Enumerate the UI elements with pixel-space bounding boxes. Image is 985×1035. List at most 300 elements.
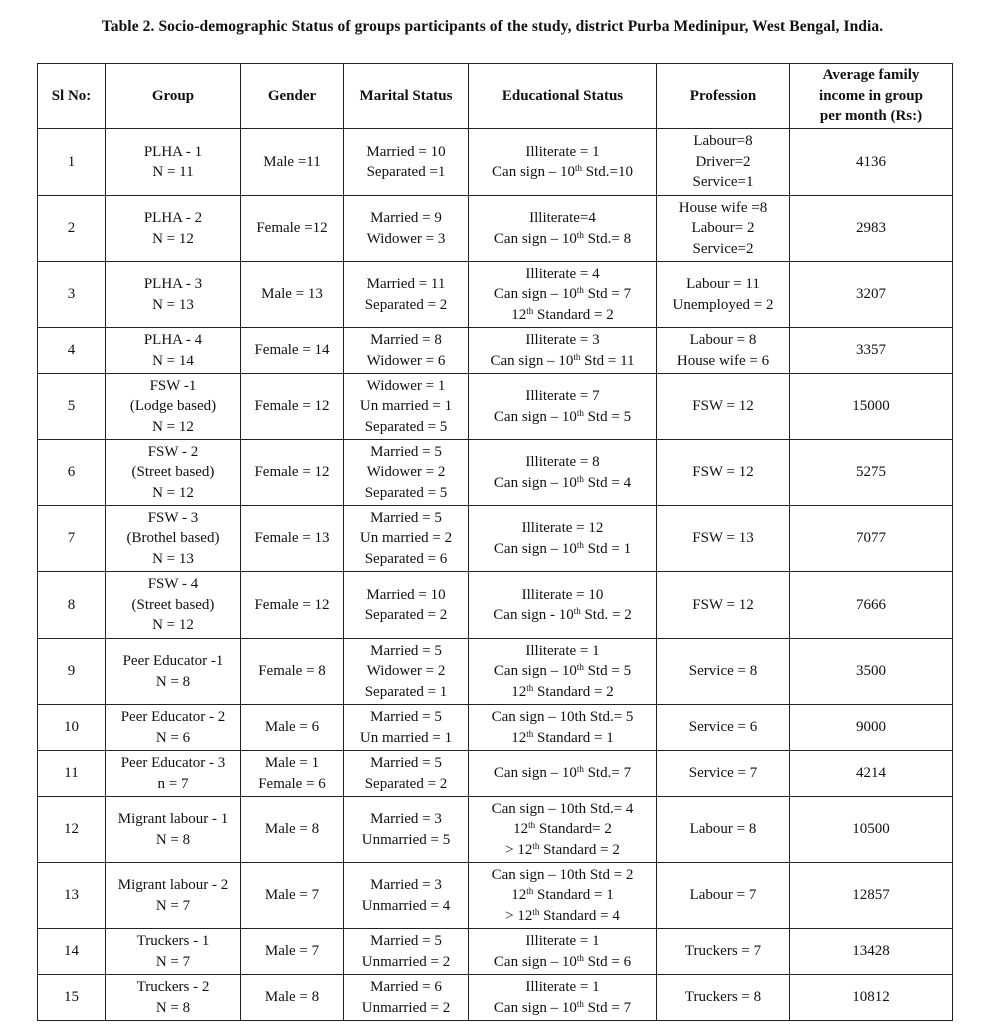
cell-marital-status <box>344 929 469 975</box>
cell-sl-no-line: 15 <box>64 989 79 1006</box>
cell-marital-status <box>344 639 469 705</box>
cell-income <box>790 751 953 797</box>
cell-marital-status-line: Un married = 1 <box>359 398 453 415</box>
cell-profession <box>657 328 790 374</box>
cell-educational-status-line: Can sign – 10th Std = 7 <box>493 285 632 303</box>
cell-gender <box>241 196 344 262</box>
cell-sl-no <box>38 929 106 975</box>
cell-gender <box>241 975 344 1021</box>
cell-marital-status-line: Widower = 3 <box>366 230 446 247</box>
header-marital-status <box>344 64 469 129</box>
cell-group-line: Peer Educator - 3 <box>120 755 226 771</box>
cell-group-line: FSW - 3 <box>147 509 199 526</box>
cell-group-line: FSW -1 <box>149 377 197 394</box>
cell-gender-line: Female = 12 <box>254 398 330 415</box>
header-sl-no-line: Sl No: <box>51 87 92 104</box>
cell-gender-line: Male = 8 <box>264 989 320 1006</box>
cell-marital-status-line: Separated = 6 <box>364 550 448 567</box>
cell-group-line: (Street based) <box>131 464 215 481</box>
cell-income <box>790 506 953 572</box>
cell-gender <box>241 506 344 572</box>
cell-gender-line: Female = 12 <box>254 596 330 613</box>
cell-profession-line: Service=2 <box>692 240 754 257</box>
cell-gender-line: Male = 7 <box>264 943 320 960</box>
cell-educational-status <box>469 129 657 196</box>
cell-sl-no-line: 7 <box>67 530 76 547</box>
cell-group-line: N = 6 <box>155 729 191 746</box>
cell-educational-status-line: Can sign – 10th Std.= 4 <box>491 800 634 817</box>
cell-educational-status-line: Can sign – 10th Std = 5 <box>493 407 632 425</box>
cell-sl-no <box>38 374 106 440</box>
cell-educational-status-line: Illiterate = 10 <box>521 586 604 603</box>
cell-marital-status <box>344 797 469 863</box>
cell-profession <box>657 506 790 572</box>
cell-gender-line: Male =11 <box>263 153 321 170</box>
cell-group-line: N = 11 <box>152 164 194 180</box>
cell-income <box>790 797 953 863</box>
cell-profession <box>657 797 790 863</box>
header-profession-line: Profession <box>689 87 757 104</box>
cell-sl-no-line: 9 <box>67 663 76 680</box>
cell-sl-no-line: 5 <box>67 398 76 415</box>
cell-educational-status <box>469 572 657 639</box>
cell-group <box>106 797 241 863</box>
cell-group-line: (Brothel based) <box>126 530 220 547</box>
cell-sl-no-line: 8 <box>67 596 76 613</box>
cell-profession <box>657 572 790 639</box>
cell-marital-status-line: Married = 11 <box>366 276 446 292</box>
cell-sl-no-line: 11 <box>64 765 79 782</box>
cell-group-line: n = 7 <box>157 775 189 792</box>
table-row <box>38 196 953 262</box>
cell-educational-status-line: Illiterate = 3 <box>525 332 600 348</box>
cell-sl-no <box>38 572 106 639</box>
cell-sl-no-line: 1 <box>67 153 76 170</box>
cell-educational-status <box>469 639 657 705</box>
cell-income-line: 4136 <box>856 153 886 170</box>
cell-marital-status-line: Widower = 2 <box>366 464 446 481</box>
cell-gender <box>241 639 344 705</box>
cell-educational-status-line: Illiterate = 12 <box>521 520 604 536</box>
cell-profession <box>657 196 790 262</box>
cell-gender <box>241 572 344 639</box>
cell-sl-no <box>38 129 106 196</box>
cell-sl-no-line: 4 <box>67 342 76 359</box>
cell-group <box>106 440 241 506</box>
cell-educational-status-line: Can sign – 10th Std = 11 <box>490 351 635 369</box>
cell-income <box>790 975 953 1021</box>
cell-marital-status-line: Widower = 6 <box>366 352 446 369</box>
table-row <box>38 929 953 975</box>
cell-marital-status <box>344 705 469 751</box>
cell-profession <box>657 975 790 1021</box>
cell-marital-status-line: Married = 5 <box>370 755 442 771</box>
header-group-line: Group <box>151 87 195 104</box>
cell-educational-status-line: Can sign - 10th Std. = 2 <box>493 606 632 623</box>
cell-marital-status-line: Widower = 2 <box>366 663 446 680</box>
cell-gender <box>241 751 344 797</box>
cell-sl-no <box>38 262 106 328</box>
cell-marital-status <box>344 440 469 506</box>
cell-marital-status-line: Married = 5 <box>370 443 442 460</box>
cell-profession-line: Truckers = 8 <box>684 989 762 1006</box>
cell-educational-status-line: 12th Standard = 2 <box>511 305 614 323</box>
cell-marital-status-line: Married = 3 <box>370 877 442 893</box>
cell-educational-status-line: 12th Standard = 1 <box>511 886 614 904</box>
cell-educational-status <box>469 975 657 1021</box>
cell-group-line: Truckers - 1 <box>136 933 210 949</box>
cell-sl-no-line: 13 <box>64 887 79 904</box>
cell-group <box>106 975 241 1021</box>
cell-marital-status-line: Married = 5 <box>370 709 442 725</box>
cell-group <box>106 705 241 751</box>
cell-income <box>790 705 953 751</box>
cell-gender <box>241 705 344 751</box>
cell-profession-line: Driver=2 <box>695 153 751 170</box>
cell-profession-line: Truckers = 7 <box>684 943 762 960</box>
cell-profession-line: Labour = 8 <box>689 332 757 348</box>
table-row <box>38 374 953 440</box>
cell-gender-line: Male = 1 <box>264 755 320 771</box>
cell-profession-line: Labour=8 <box>693 133 753 150</box>
cell-gender <box>241 863 344 929</box>
cell-sl-no <box>38 440 106 506</box>
cell-educational-status <box>469 751 657 797</box>
table-header <box>38 64 953 129</box>
cell-group-line: FSW - 4 <box>147 576 199 593</box>
cell-educational-status <box>469 440 657 506</box>
cell-marital-status-line: Un married = 2 <box>359 530 453 547</box>
cell-group-line: N = 12 <box>152 418 194 435</box>
cell-gender-line: Female = 6 <box>258 775 326 792</box>
cell-sl-no <box>38 639 106 705</box>
table-row <box>38 572 953 639</box>
cell-gender <box>241 328 344 374</box>
socio-demographic-table <box>37 63 953 1021</box>
cell-educational-status-line: 12th Standard = 2 <box>511 682 614 700</box>
cell-marital-status <box>344 572 469 639</box>
table-row <box>38 506 953 572</box>
cell-educational-status-line: Can sign – 10th Std = 1 <box>493 539 632 557</box>
cell-profession-line: Labour= 2 <box>691 220 755 237</box>
table-row <box>38 975 953 1021</box>
cell-profession <box>657 440 790 506</box>
cell-sl-no <box>38 328 106 374</box>
cell-income <box>790 863 953 929</box>
cell-profession <box>657 262 790 328</box>
cell-income-line: 10812 <box>852 989 890 1006</box>
cell-gender <box>241 129 344 196</box>
cell-marital-status <box>344 751 469 797</box>
cell-group-line: N = 8 <box>155 673 191 690</box>
cell-profession-line: FSW = 12 <box>692 596 754 613</box>
cell-sl-no-line: 10 <box>64 719 79 736</box>
cell-marital-status <box>344 863 469 929</box>
cell-sl-no <box>38 506 106 572</box>
cell-income-line: 13428 <box>852 943 890 960</box>
cell-gender <box>241 929 344 975</box>
cell-gender-line: Male = 7 <box>264 887 320 904</box>
cell-marital-status <box>344 975 469 1021</box>
cell-marital-status-line: Married = 10 <box>366 143 446 160</box>
cell-educational-status-line: Illiterate = 8 <box>525 454 600 470</box>
cell-gender-line: Male = 6 <box>264 719 320 736</box>
cell-profession-line: Service = 8 <box>688 663 758 680</box>
table-row <box>38 328 953 374</box>
cell-educational-status-line: Can sign – 10th Std = 4 <box>493 473 632 491</box>
cell-income-line: 3207 <box>856 286 886 303</box>
cell-group-line: Truckers - 2 <box>136 979 210 995</box>
cell-income <box>790 262 953 328</box>
cell-sl-no <box>38 975 106 1021</box>
cell-group-line: Peer Educator - 2 <box>120 709 226 725</box>
cell-educational-status-line: Can sign – 10th Std.= 5 <box>491 709 634 725</box>
cell-group-line: (Street based) <box>131 596 215 613</box>
cell-group-line: Peer Educator -1 <box>122 653 224 669</box>
cell-marital-status-line: Married = 6 <box>370 979 442 995</box>
cell-marital-status-line: Unmarried = 2 <box>361 999 451 1016</box>
cell-marital-status-line: Married = 10 <box>366 586 446 603</box>
cell-profession-line: Service = 6 <box>688 719 758 736</box>
cell-group <box>106 262 241 328</box>
cell-educational-status <box>469 797 657 863</box>
cell-group-line: N = 12 <box>152 484 194 501</box>
cell-profession-line: Service=1 <box>692 174 754 191</box>
cell-profession <box>657 751 790 797</box>
cell-sl-no-line: 3 <box>67 286 76 303</box>
cell-income-line: 4214 <box>856 765 886 782</box>
cell-group-line: PLHA - 2 <box>143 210 203 226</box>
cell-profession-line: FSW = 13 <box>692 530 754 547</box>
table-row <box>38 751 953 797</box>
cell-profession <box>657 929 790 975</box>
table-row <box>38 129 953 196</box>
cell-profession-line: Service = 7 <box>688 765 758 782</box>
cell-marital-status-line: Separated = 5 <box>364 484 448 501</box>
cell-group-line: PLHA - 4 <box>143 332 203 348</box>
cell-group <box>106 129 241 196</box>
header-educational-status-line: Educational Status <box>501 87 624 104</box>
cell-marital-status-line: Un married = 1 <box>359 729 453 746</box>
cell-marital-status-line: Separated = 2 <box>364 607 448 623</box>
cell-educational-status <box>469 863 657 929</box>
cell-income-line: 7666 <box>856 596 886 613</box>
cell-marital-status-line: Separated = 1 <box>364 683 448 700</box>
cell-marital-status-line: Married = 8 <box>370 332 442 348</box>
cell-gender <box>241 797 344 863</box>
cell-group <box>106 639 241 705</box>
header-gender-line: Gender <box>267 87 317 104</box>
cell-sl-no-line: 12 <box>64 821 79 838</box>
cell-educational-status-line: Can sign – 10th Std = 6 <box>493 952 632 970</box>
cell-gender-line: Female = 8 <box>258 663 326 680</box>
cell-marital-status <box>344 506 469 572</box>
cell-income-line: 3500 <box>856 663 886 680</box>
cell-gender <box>241 262 344 328</box>
cell-profession-line: House wife = 6 <box>676 352 770 369</box>
cell-educational-status-line: Illiterate = 1 <box>525 642 600 659</box>
cell-group-line: PLHA - 1 <box>143 143 203 160</box>
table-caption: Table 2. Socio-demographic Status of groups participants of the study, district Purba Medinipur, West Bengal, India. <box>101 18 884 35</box>
cell-sl-no <box>38 196 106 262</box>
cell-educational-status-line: Illiterate = 1 <box>525 979 600 995</box>
cell-profession <box>657 129 790 196</box>
cell-educational-status-line: Illiterate = 1 <box>525 143 600 160</box>
cell-group <box>106 751 241 797</box>
cell-income <box>790 328 953 374</box>
table-row <box>38 639 953 705</box>
cell-gender <box>241 374 344 440</box>
header-profession <box>657 64 790 129</box>
cell-group <box>106 328 241 374</box>
cell-sl-no <box>38 751 106 797</box>
cell-gender-line: Female =12 <box>256 220 328 237</box>
cell-income-line: 10500 <box>852 821 890 838</box>
cell-marital-status-line: Unmarried = 5 <box>361 831 451 848</box>
cell-group <box>106 572 241 639</box>
cell-educational-status <box>469 262 657 328</box>
cell-group-line: N = 8 <box>155 999 191 1016</box>
header-average-income-line: income in group <box>819 87 923 104</box>
cell-group-line: FSW - 2 <box>147 443 199 460</box>
cell-marital-status-line: Unmarried = 2 <box>361 953 451 970</box>
cell-income-line: 9000 <box>856 719 886 736</box>
cell-educational-status-line: Can sign – 10th Std = 5 <box>493 662 632 680</box>
cell-educational-status-line: Illiterate=4 <box>529 210 596 226</box>
cell-marital-status-line: Married = 5 <box>370 642 442 659</box>
cell-educational-status-line: Illiterate = 1 <box>525 933 600 949</box>
table-row <box>38 705 953 751</box>
cell-income <box>790 440 953 506</box>
cell-profession-line: Labour = 7 <box>689 887 757 904</box>
header-average-income <box>790 64 953 129</box>
cell-income-line: 12857 <box>852 887 890 904</box>
cell-marital-status-line: Unmarried = 4 <box>361 897 451 914</box>
cell-income-line: 3357 <box>856 342 886 359</box>
header-group <box>106 64 241 129</box>
cell-group-line: N = 13 <box>152 296 194 313</box>
cell-educational-status-line: Illiterate = 4 <box>525 265 600 282</box>
cell-educational-status <box>469 929 657 975</box>
cell-profession <box>657 374 790 440</box>
cell-group-line: Migrant labour - 2 <box>117 877 229 893</box>
cell-income <box>790 129 953 196</box>
cell-sl-no <box>38 863 106 929</box>
cell-group-line: (Lodge based) <box>129 398 217 415</box>
header-average-income-line: Average family <box>822 67 920 84</box>
cell-gender-line: Female = 14 <box>254 342 330 359</box>
cell-income <box>790 639 953 705</box>
table-row <box>38 863 953 929</box>
cell-gender-line: Male = 8 <box>264 821 320 838</box>
cell-educational-status-line: Can sign – 10th Std = 7 <box>493 998 632 1016</box>
table-row <box>38 440 953 506</box>
cell-group-line: N = 12 <box>152 230 194 247</box>
cell-marital-status <box>344 328 469 374</box>
cell-educational-status <box>469 196 657 262</box>
header-marital-status-line: Marital Status <box>359 87 453 104</box>
header-educational-status <box>469 64 657 129</box>
cell-educational-status-line: Can sign – 10th Std.= 8 <box>493 229 632 247</box>
cell-group-line: N = 8 <box>155 831 191 848</box>
header-gender <box>241 64 344 129</box>
cell-income-line: 2983 <box>856 220 886 237</box>
cell-educational-status-line: Can sign – 10th Std = 2 <box>491 866 634 883</box>
cell-sl-no-line: 6 <box>67 464 76 481</box>
cell-marital-status-line: Separated = 2 <box>364 296 448 313</box>
cell-income <box>790 929 953 975</box>
table-row <box>38 262 953 328</box>
cell-marital-status-line: Married = 5 <box>370 509 442 526</box>
cell-educational-status-line: Can sign – 10th Std.= 7 <box>493 764 632 782</box>
cell-profession-line: FSW = 12 <box>692 464 754 481</box>
cell-marital-status-line: Separated = 2 <box>364 775 448 792</box>
cell-group <box>106 506 241 572</box>
cell-group-line: N = 12 <box>152 617 194 634</box>
cell-sl-no <box>38 705 106 751</box>
cell-educational-status <box>469 328 657 374</box>
header-row <box>38 64 953 129</box>
cell-sl-no-line: 14 <box>64 943 79 960</box>
cell-educational-status <box>469 374 657 440</box>
cell-gender-line: Male = 13 <box>261 286 323 303</box>
cell-profession-line: House wife =8 <box>678 199 768 216</box>
cell-educational-status <box>469 705 657 751</box>
cell-marital-status-line: Separated = 5 <box>364 418 448 435</box>
cell-marital-status <box>344 196 469 262</box>
cell-marital-status <box>344 374 469 440</box>
cell-group-line: N = 7 <box>155 897 191 914</box>
cell-group-line: N = 14 <box>152 352 194 369</box>
cell-group <box>106 374 241 440</box>
cell-profession-line: FSW = 12 <box>692 398 754 415</box>
table-row <box>38 797 953 863</box>
cell-educational-status-line: 12th Standard = 1 <box>511 728 614 746</box>
cell-educational-status-line: > 12th Standard = 4 <box>505 906 620 924</box>
cell-marital-status-line: Married = 5 <box>370 933 442 949</box>
cell-marital-status <box>344 129 469 196</box>
cell-group-line: N = 7 <box>155 953 191 970</box>
header-average-income-line: per month (Rs:) <box>819 108 923 125</box>
cell-profession-line: Labour = 8 <box>689 821 757 838</box>
cell-income <box>790 374 953 440</box>
cell-group-line: PLHA - 3 <box>143 276 203 292</box>
cell-profession-line: Unemployed = 2 <box>672 296 774 313</box>
cell-marital-status <box>344 262 469 328</box>
cell-profession <box>657 705 790 751</box>
cell-marital-status-line: Separated =1 <box>366 164 446 180</box>
cell-marital-status-line: Widower = 1 <box>366 377 446 394</box>
cell-gender-line: Female = 13 <box>254 530 330 547</box>
cell-income-line: 15000 <box>852 398 890 415</box>
cell-group-line: Migrant labour - 1 <box>117 811 229 827</box>
header-sl-no <box>38 64 106 129</box>
cell-income-line: 5275 <box>856 464 886 481</box>
cell-group <box>106 929 241 975</box>
table-body <box>38 129 953 1021</box>
cell-profession-line: Labour = 11 <box>686 276 760 292</box>
cell-sl-no-line: 2 <box>67 220 76 237</box>
cell-income-line: 7077 <box>856 530 886 547</box>
cell-income <box>790 572 953 639</box>
cell-income <box>790 196 953 262</box>
cell-marital-status-line: Married = 3 <box>370 811 442 827</box>
cell-group-line: N = 13 <box>152 550 194 567</box>
cell-educational-status-line: Can sign – 10th Std.=10 <box>492 163 633 180</box>
cell-gender-line: Female = 12 <box>254 464 330 481</box>
cell-group <box>106 863 241 929</box>
cell-profession <box>657 863 790 929</box>
